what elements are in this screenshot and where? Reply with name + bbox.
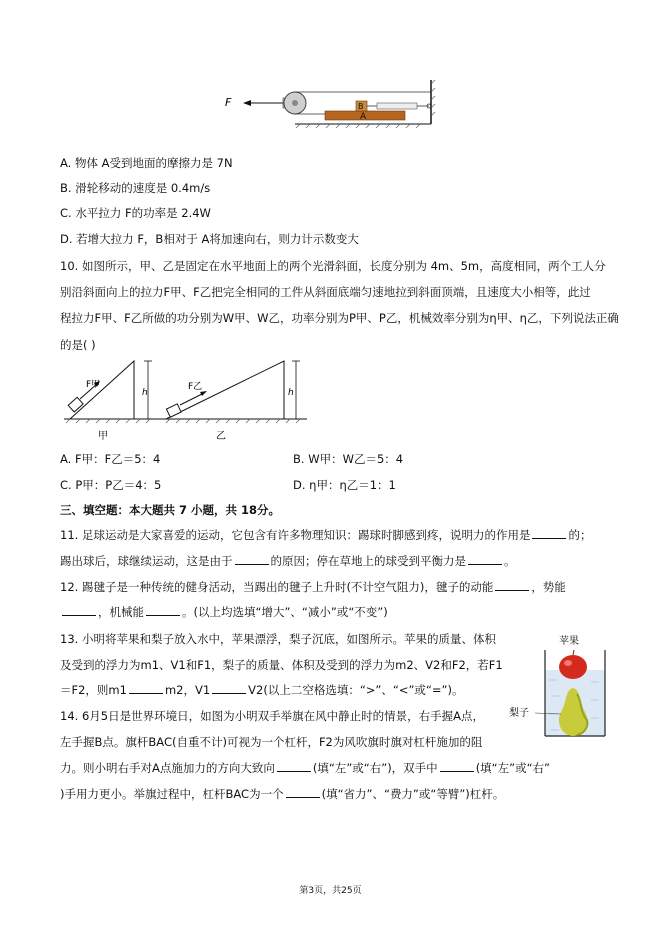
q11-text-1a: 11. 足球运动是大家喜爱的运动，它包含有许多物理知识：踢球时脚感到疼，说明力的作用是 (60, 528, 531, 542)
q13-line-1: 13. 小明将苹果和梨子放入水中，苹果漂浮，梨子沉底，如图所示。苹果的质量、体积 (60, 632, 496, 646)
q11-line-1 (60, 527, 591, 543)
q12-blank-2[interactable] (62, 605, 96, 616)
page-footer: 第3页，共25页 (299, 886, 362, 896)
force-label: F (225, 96, 232, 109)
incline-yi (166, 361, 284, 419)
spring-scale (377, 103, 417, 109)
q11-text-2c: 。 (504, 554, 516, 568)
label-f-jia: F甲 (86, 380, 101, 390)
q10-option-c: C. P甲：P乙＝4：5 (60, 478, 162, 492)
caption-jia: 甲 (98, 431, 108, 442)
q12-text-1a: 12. 踢毽子是一种传统的健身活动，当踢出的毽子上升时(不计空气阻力)，毽子的动能 (60, 580, 494, 594)
q14-text-3b: (填“左”或“右”)，双手中 (312, 761, 438, 775)
q11-text-1b: 的； (568, 528, 592, 542)
q10-line-3: 程拉力F甲、F乙所做的功分别为W甲、W乙，功率分别为P甲、P乙，机械效率分别为η甲、η乙，下列说法正确 (60, 311, 619, 325)
incline-ground-hatch (66, 419, 300, 423)
q13-blank-2[interactable] (212, 683, 246, 694)
q10-option-d: D. η甲：η乙＝1：1 (293, 478, 396, 492)
q11-blank-3[interactable] (468, 554, 502, 565)
q11-text-2a: 踢出球后，球继续运动，这是由于 (60, 554, 233, 568)
q10-line-2: 别沿斜面向上的拉力F甲、F乙把完全相同的工件从斜面底端匀速地拉到斜面顶端，且速度大小相等，此过 (60, 285, 591, 299)
label-h-yi: h (288, 388, 294, 398)
q11-blank-2[interactable] (235, 554, 269, 565)
q13-line-3 (60, 682, 463, 698)
q14-text-3a: 力。则小明右手对A点施加力的方向大致向 (60, 761, 275, 775)
caption-yi: 乙 (216, 431, 226, 442)
pulley-axle (292, 100, 298, 106)
incline-figure (62, 357, 322, 443)
q14-text-4a: )手用力更小。举旗过程中，杠杆BAC为一个 (60, 787, 284, 801)
q14-text-4b: (填“省力”、“费力”或“等臂”)杠杆。 (321, 787, 505, 801)
q10-option-a: A. F甲：F乙＝5：4 (60, 452, 161, 466)
q10-option-b: B. W甲：W乙＝5：4 (293, 452, 404, 466)
pear-label: 梨子 (509, 708, 529, 719)
q14-blank-3[interactable] (286, 787, 320, 798)
q14-text-3c: (填“左”或“右” (475, 761, 551, 775)
q11-text-2b: 的原因；停在草地上的球受到平衡力是 (270, 554, 466, 568)
q12-blank-3[interactable] (146, 605, 180, 616)
apple-label: 苹果 (559, 636, 579, 647)
apple (559, 655, 587, 679)
q12-text-2a: ，机械能 (98, 605, 144, 619)
pulley-figure (215, 78, 445, 128)
q9-option-b: B. 滑轮移动的速度是 0.4m/s (60, 181, 211, 195)
ground-hatch (296, 124, 420, 128)
apple-highlight (564, 660, 572, 666)
label-f-yi: F乙 (188, 382, 203, 392)
q12-text-1b: ，势能 (531, 580, 566, 594)
q11-line-2 (60, 553, 516, 569)
q9-option-a: A. 物体 A受到地面的摩擦力是 7N (60, 156, 233, 170)
q13-line-2: 及受到的浮力为m1、V1和F1，梨子的质量、体积及受到的浮力为m2、V2和F2，若F1 (60, 658, 503, 672)
q13-text-3c: V2(以上二空格选填：“>”、“<”或“=”)。 (248, 683, 464, 697)
q14-line-2: 左手握B点。旗杆BAC(自重不计)可视为一个杠杆，F2为风吹旗时旗对杠杆施加的阻 (60, 735, 483, 749)
force-arrowhead (243, 100, 251, 106)
apple-stem (573, 650, 574, 655)
block-a-label: A (360, 112, 367, 122)
q14-line-1: 14. 6月5日是世界环境日，如图为小明双手举旗在风中静止时的情景，右手握A点， (60, 709, 484, 723)
q10-line-4: 的是( ) (60, 338, 96, 352)
label-h-jia: h (142, 388, 148, 398)
q12-blank-1[interactable] (495, 580, 529, 591)
q13-text-3a: ＝F2，则m1 (60, 683, 127, 697)
fruit-water-figure (505, 630, 615, 740)
incline-jia (70, 361, 134, 419)
q9-option-d: D. 若增大拉力 F，B相对于 A将加速向右，则力计示数变大 (60, 232, 359, 246)
section-3-heading: 三、填空题：本大题共 7 小题，共 18分。 (60, 503, 281, 517)
block-b-label: B (358, 102, 364, 111)
q12-line-2 (60, 604, 388, 620)
q14-blank-2[interactable] (440, 761, 474, 772)
q9-option-c: C. 水平拉力 F的功率是 2.4W (60, 206, 211, 220)
q12-text-2b: 。(以上均选填“增大”、“减小”或“不变”) (182, 605, 388, 619)
q11-blank-1[interactable] (532, 528, 566, 539)
q14-line-3 (60, 760, 550, 776)
q14-blank-1[interactable] (277, 761, 311, 772)
q12-line-1 (60, 579, 566, 595)
q13-text-3b: m2，V1 (164, 683, 211, 697)
q14-line-4 (60, 786, 504, 802)
q10-line-1: 10. 如图所示，甲、乙是固定在水平地面上的两个光滑斜面，长度分别为 4m、5m，高度相同，两个工人分 (60, 259, 606, 273)
q13-blank-1[interactable] (129, 683, 163, 694)
